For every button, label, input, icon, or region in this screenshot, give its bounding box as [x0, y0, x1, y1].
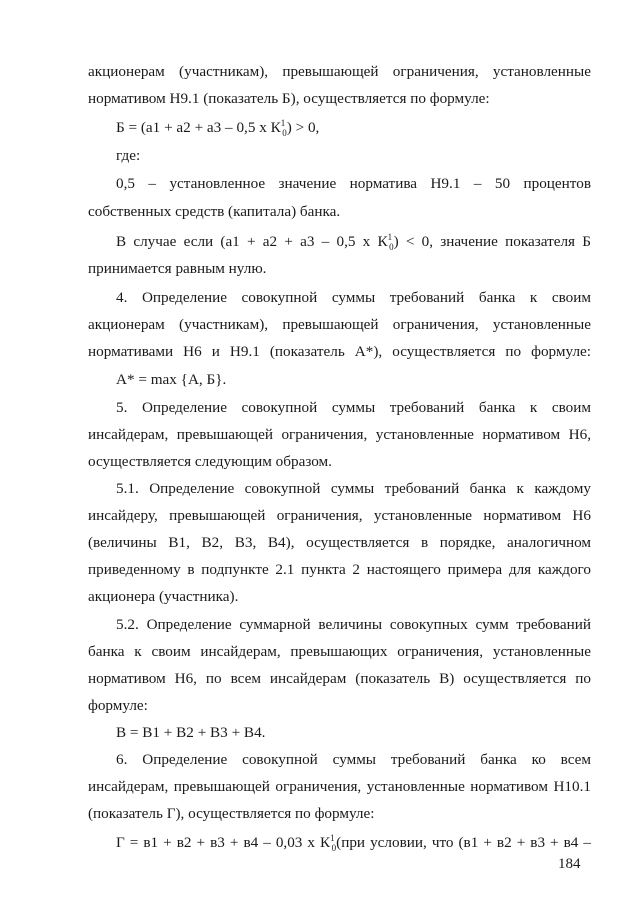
- text-line: осуществляется следующим образом.: [88, 453, 332, 470]
- text-line: А* = max {А, Б}.: [116, 371, 227, 388]
- superscript: 1: [387, 232, 393, 242]
- text-line: нормативом Н9.1 (показатель Б), осуществляется по формуле:: [88, 90, 490, 107]
- text-line: 4. Определение совокупной суммы требований банка к своим: [116, 289, 591, 306]
- formula-text: (при условии, что (в1 + в2 + в3 + в4 –: [336, 834, 591, 851]
- text-line: банка к своим инсайдерам, превышающих ограничения, установленные: [88, 643, 591, 660]
- formula-text: ) > 0,: [286, 119, 320, 136]
- text-line: 5.1. Определение совокупной суммы требований банка к каждому: [116, 480, 591, 497]
- text-line: принимается равным нулю.: [88, 260, 267, 277]
- text-line: инсайдерам, превышающей ограничения, установленные нормативом Н6,: [88, 426, 591, 443]
- formula-text: ) < 0, значение показателя Б: [393, 233, 591, 250]
- text-line: акционерам (участникам), превышающей ограничения, установленные: [88, 316, 591, 333]
- formula-text: Г = в1 + в2 + в3 + в4 – 0,03 х К: [116, 834, 331, 851]
- text-line: 5. Определение совокупной суммы требований банка к своим: [116, 399, 591, 416]
- formula-b: [116, 117, 591, 139]
- text-line: 6. Определение совокупной суммы требований банка ко всем: [116, 751, 591, 768]
- text-line: 5.2. Определение суммарной величины совокупных сумм требований: [116, 616, 591, 633]
- text-line: (величины В1, В2, В3, В4), осуществляется в порядке, аналогичном: [88, 534, 591, 551]
- superscript: 1: [280, 118, 286, 128]
- text-line: инсайдерам, превышающей ограничения, установленные нормативом Н10.1: [88, 778, 591, 795]
- text-line: акционера (участника).: [88, 588, 239, 605]
- text-line: В = В1 + В2 + В3 + В4.: [116, 724, 266, 741]
- text-line: нормативом Н6, по всем инсайдерам (показатель В) осуществляется по: [88, 670, 591, 687]
- text-line: (показатель Г), осуществляется по формуле:: [88, 805, 375, 822]
- text-line: 0,5 – установленное значение норматива Н9.1 – 50 процентов: [116, 175, 591, 192]
- formula-g: [116, 832, 591, 854]
- text-line: где:: [116, 147, 141, 164]
- subscript: 0: [331, 843, 337, 853]
- text-line: инсайдеру, превышающей ограничения, установленные нормативом Н6: [88, 507, 591, 524]
- text-line: собственных средств (капитала) банка.: [88, 203, 341, 220]
- text-line: приведенному в подпункте 2.1 пункта 2 настоящего примера для каждого: [88, 561, 591, 578]
- subscript: 0: [389, 242, 394, 252]
- page-number: 184: [558, 856, 581, 872]
- formula-text: Б = (а1 + а2 + а3 – 0,5 х К: [116, 119, 281, 136]
- subscript: 0: [282, 128, 287, 138]
- text-line: формуле:: [88, 697, 148, 714]
- text-line: акционерам (участникам), превышающей ограничения, установленные: [88, 63, 591, 80]
- case-line: [116, 231, 591, 253]
- superscript: 1: [330, 833, 335, 843]
- text-line: нормативами Н6 и Н9.1 (показатель А*), осуществляется по формуле:: [88, 343, 591, 360]
- formula-text: В случае если (а1 + а2 + а3 – 0,5 х К: [116, 233, 388, 250]
